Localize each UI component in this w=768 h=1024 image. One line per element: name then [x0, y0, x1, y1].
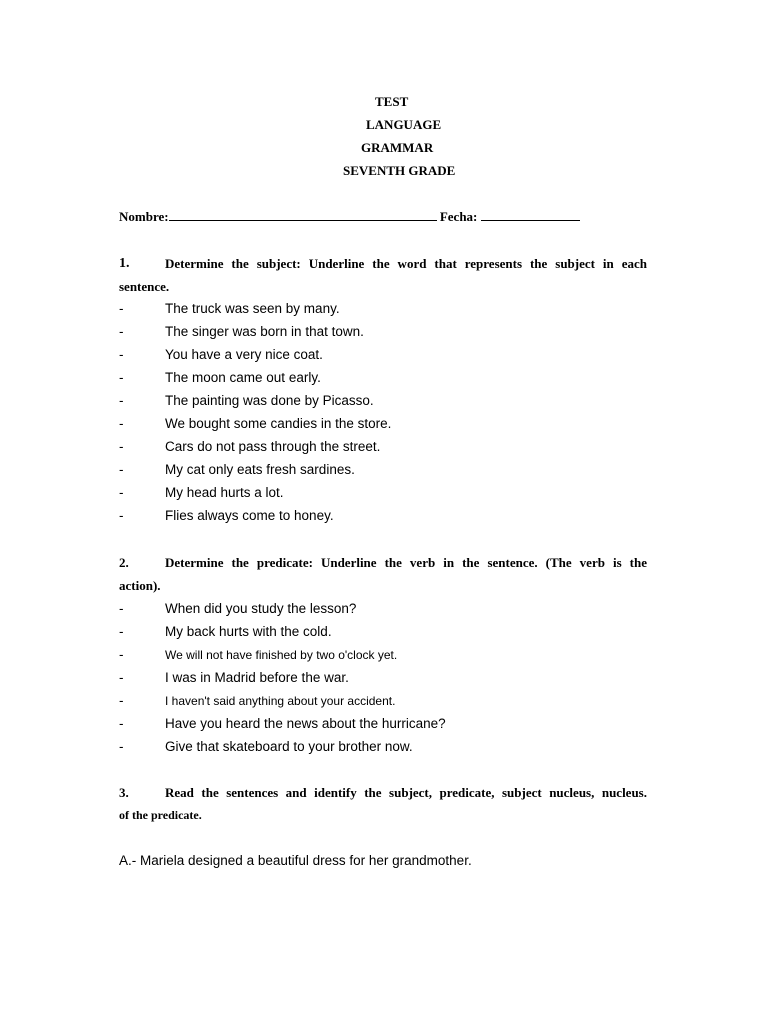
question-number: 3. — [119, 785, 129, 800]
name-label: Nombre: — [119, 209, 169, 224]
list-item: - We bought some candies in the store. — [119, 416, 392, 431]
question-1-heading — [119, 252, 647, 298]
list-item: - My cat only eats fresh sardines. — [119, 462, 355, 477]
list-item: - The truck was seen by many. — [119, 301, 340, 316]
list-item: - I haven't said anything about your accident. — [119, 693, 396, 708]
list-item: - You have a very nice coat. — [119, 347, 323, 362]
list-item: - Cars do not pass through the street. — [119, 439, 381, 454]
list-item: - The singer was born in that town. — [119, 324, 364, 339]
date-label: Fecha: — [439, 209, 478, 224]
question-3-instruction: Read the sentences and identify the subject, predicate, subject nucleus, nucleus. — [165, 785, 647, 800]
question-2-instruction-continued: action). — [119, 578, 161, 593]
title-seventh-grade: SEVENTH GRADE — [343, 163, 456, 178]
list-item: - Give that skateboard to your brother now. — [119, 739, 413, 754]
list-item: - My back hurts with the cold. — [119, 624, 332, 639]
list-item: - I was in Madrid before the war. — [119, 670, 349, 685]
question-3-heading — [119, 781, 647, 827]
question-2-list — [119, 597, 446, 758]
list-item: - We will not have finished by two o'clock yet. — [119, 647, 398, 662]
question-1-list — [119, 297, 391, 527]
title-language: LANGUAGE — [366, 117, 442, 132]
list-item: - My head hurts a lot. — [119, 485, 284, 500]
list-item: - Flies always come to honey. — [119, 508, 334, 523]
name-date-line — [119, 208, 580, 225]
question-1-instruction-continued: sentence. — [119, 279, 170, 294]
list-item: - The moon came out early. — [119, 370, 321, 385]
question-number: 2. — [119, 555, 129, 570]
date-blank[interactable] — [481, 208, 580, 221]
question-2-instruction: Determine the predicate: Underline the verb in the sentence. (The verb is the — [165, 555, 647, 570]
list-item: - The painting was done by Picasso. — [119, 393, 374, 408]
question-2-heading — [119, 551, 647, 597]
name-blank[interactable] — [169, 208, 437, 221]
question-3-sentence-a: A.- Mariela designed a beautiful dress for her grandmother. — [119, 853, 472, 868]
list-item: - When did you study the lesson? — [119, 601, 357, 616]
list-item: - Have you heard the news about the hurricane? — [119, 716, 446, 731]
title-test: TEST — [375, 94, 409, 109]
question-3-instruction-continued: of the predicate. — [119, 808, 202, 822]
title-grammar: GRAMMAR — [361, 140, 434, 155]
question-number: 1. — [119, 256, 130, 271]
question-1-instruction: Determine the subject: Underline the word that represents the subject in each — [165, 256, 647, 271]
